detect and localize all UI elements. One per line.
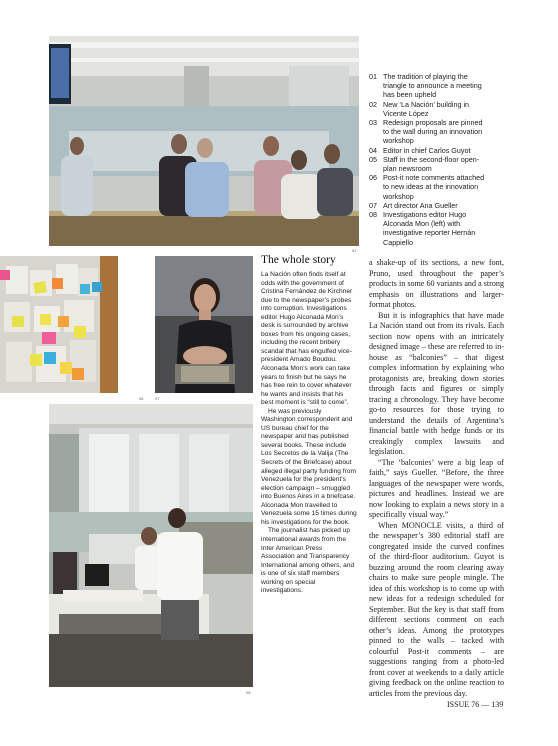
- caption-text: Art director Ana Gueller: [383, 200, 458, 210]
- caption-item: [369, 210, 487, 247]
- caption-number: 05: [369, 154, 377, 164]
- photo-art-director-portrait: [155, 256, 253, 393]
- article-paragraph-2: But it is infographics that have made La Nación stand out from its rivals. Each section now opens with an intricately designed image – these are referred to in-house as “balconies” – that digest complex information by explaining who protagonists are, breaking down stories through facts and figures or simply tracing a chronology. They have become go-to resources for those trying to understand the details of Argentina’s financial battle with hedge funds or its creakingly complex lawsuits and legislation.: [369, 310, 504, 456]
- sidebar-the-whole-story: [261, 254, 357, 596]
- article-paragraph-3: “The ‘balconies’ were a big leap of faith,” says Gueller. “Before, the three languages of the newspaper were words, pictures and headlines. Instead we are now looking to explain a news story in a specifically visual way.”: [369, 457, 504, 519]
- caption-number: 01: [369, 72, 377, 81]
- caption-item: [369, 72, 487, 100]
- article-paragraph-1: a shake-up of its sections, a new font, Pruno, used throughout the paper’s products in some 60 variants and a strong emphasis on illustrations and larger-format photos.: [369, 258, 504, 309]
- photo-postit-wall: [0, 256, 118, 393]
- caption-text: The tradition of playing the triangle to announce a meeting has been upheld: [383, 72, 482, 100]
- caption-number: 04: [369, 145, 377, 155]
- page-folio: ISSUE 76 — 139: [447, 700, 504, 709]
- photo-number-07: 07: [155, 396, 160, 401]
- sidebar-title: The whole story: [261, 254, 336, 266]
- article-paragraph-4: When MONOCLE visits, a third of the newspaper’s 380 editorial staff are congregated inside the curved confines of the third-floor auditorium. Guyot is buzzing around the room clearing away chairs to make sure people mingle. The idea of this workshop is to come up with new ideas for a redesign scheduled for September. But the key is that staff from different sections comment on each other’s ideas. Among the prototypes pinned to the walls – tacked with colourful Post-it comments – are suggestions ranging from a photo-led front cover at weekends to a daily article giving feedback on the online reaction to articles from the previous day.: [369, 520, 504, 698]
- caption-item: [369, 146, 487, 155]
- caption-number: 02: [369, 99, 377, 109]
- sidebar-paragraph-1: La Nación often finds itself at odds with the government of Cristina Fernández de Kirchner due to the newspaper’s probes into corruption. Investigations editor Hugo Alconada Mon’s desk is surrounded by archive boxes from his ongoing cases, including the recent bribery scandal that has engulfed vice-president Amado Boudou. Alconada Mon’s work can take years to finish but he says he has free rein to cover whatever he wants and insists that his best moment is “still to come”.: [261, 271, 353, 407]
- caption-list: [369, 72, 487, 247]
- photo-number-01: 01: [352, 248, 357, 253]
- caption-text: Staff in the second-floor open-plan newsroom: [383, 154, 480, 174]
- caption-item: [369, 118, 487, 146]
- caption-number: 06: [369, 173, 377, 183]
- sidebar-paragraph-3: The journalist has picked up international awards from the Inter American Press Association and Transparency International among others, and is one of six staff members working on special investigations.: [261, 527, 355, 595]
- caption-item: [369, 100, 487, 118]
- photo-number-08: 08: [246, 690, 251, 695]
- article-body: [369, 258, 504, 699]
- caption-text: Editor in chief Carlos Guyot: [383, 145, 471, 155]
- caption-number: 08: [369, 210, 377, 220]
- sidebar-body: [261, 271, 357, 596]
- caption-number: 03: [369, 118, 377, 128]
- sidebar-paragraph-2: He was previously Washington correspondent and US bureau chief for the newspaper and has published several books. These include Los Secretos de la Valija (The Secrets of the Briefcase) about alleged illegal party funding from Venezuela for the president’s election campaign – smuggled into Buenos Aires in a briefcase. Alconada Mon travelled to Venezuela some 15 times during his investigations for the book.: [261, 407, 357, 526]
- caption-text: Post-it note comments attached to new ideas at the innovation workshop: [383, 173, 485, 201]
- caption-item: [369, 173, 487, 201]
- caption-text: Redesign proposals are pinned to the wall during an innovation workshop: [383, 118, 483, 146]
- caption-item: [369, 201, 487, 210]
- photo-investigations-desk: [49, 404, 253, 687]
- caption-number: 07: [369, 200, 377, 210]
- caption-text: Investigations editor Hugo Alconada Mon (left) with investigative reporter Hernán Cappiello: [383, 210, 476, 247]
- photo-number-06: 06: [139, 396, 144, 401]
- caption-text: New ‘La Nación’ building in Vicente López: [383, 99, 470, 118]
- caption-item: [369, 155, 487, 173]
- photo-newsroom-meeting: [49, 36, 359, 246]
